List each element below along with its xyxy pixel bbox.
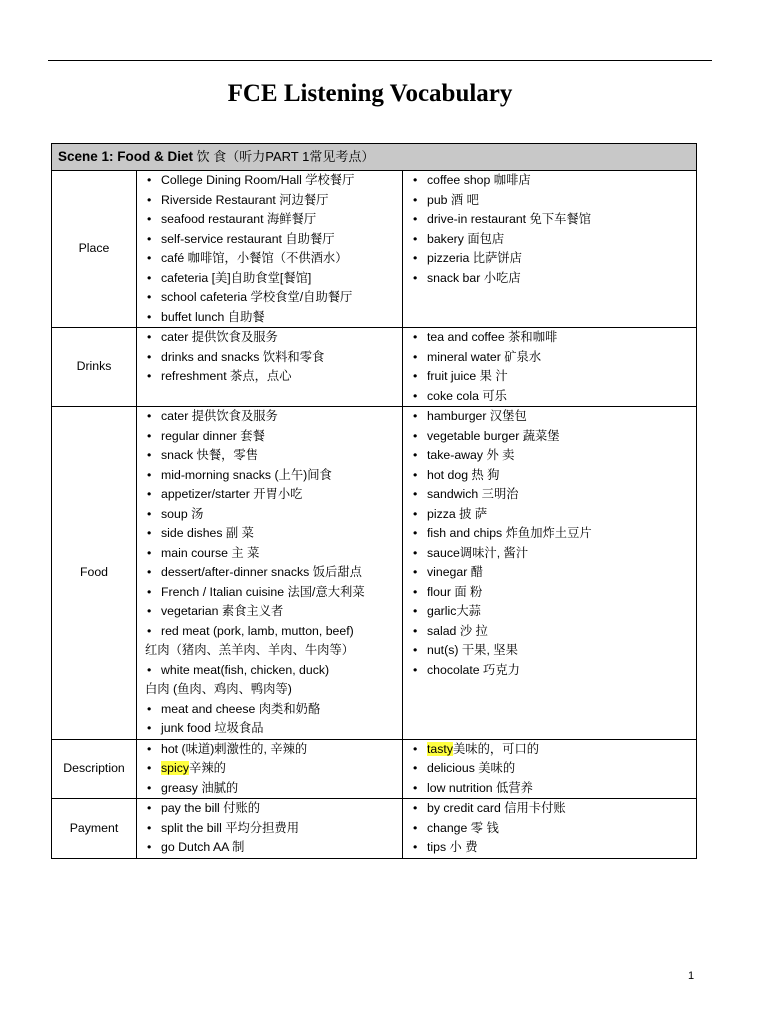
scene-header-row [52,144,697,171]
list-item: • red meat (pork, lamb, mutton, beef) [145,622,402,642]
term-meaning: 美味的，可口的 [452,741,540,756]
list-item: • vegetarian 素食主义者 [145,602,402,622]
list-item: • mid-morning snacks (上午)间食 [145,466,402,486]
list-item: • school cafeteria 学校食堂/自助餐厅 [145,288,402,308]
list-item: • sandwich 三明治 [411,485,696,505]
right-items-cell [403,739,697,799]
list-item: • take-away 外 卖 [411,446,696,466]
list-item: • coffee shop 咖啡店 [411,171,696,191]
list-item: • cafeteria [美]自助食堂[餐馆] [145,269,402,289]
list-item: • regular dinner 套餐 [145,427,402,447]
category-cell: Description [52,739,137,799]
list-item: • go Dutch AA 制 [145,838,402,858]
list-item: • delicious 美味的 [411,759,696,779]
category-cell: Food [52,407,137,740]
category-cell: Payment [52,799,137,859]
left-items-cell [137,739,403,799]
left-items-cell [137,328,403,407]
list-item: • by credit card 信用卡付账 [411,799,696,819]
category-cell: Drinks [52,328,137,407]
right-items-cell [403,171,697,328]
document-title: FCE Listening Vocabulary [227,80,513,107]
list-item: • fruit juice 果 汁 [411,367,696,387]
list-item: • pizzeria 比萨饼店 [411,249,696,269]
list-item: • tips 小 费 [411,838,696,858]
table-row-description [52,739,697,799]
highlighted-term: tasty [427,741,453,756]
list-item: • drive-in restaurant 免下车餐馆 [411,210,696,230]
list-item: • café 咖啡馆，小餐馆（不供酒水） [145,249,402,269]
list-item: • College Dining Room/Hall 学校餐厅 [145,171,402,191]
list-item: • cater 提供饮食及服务 [145,328,402,348]
list-item: • side dishes 副 菜 [145,524,402,544]
table-row-place [52,171,697,328]
page-number: 1 [688,970,695,982]
list-item: • junk food 垃圾食品 [145,719,402,739]
list-item: • pizza 披 萨 [411,505,696,525]
list-item: • bakery 面包店 [411,230,696,250]
list-item: • self-service restaurant 自助餐厅 [145,230,402,250]
table-row-food [52,407,697,740]
list-item [145,759,402,779]
scene-label: Scene 1: Food & Diet [58,149,194,165]
list-item: • salad 沙 拉 [411,622,696,642]
list-item: • cater 提供饮食及服务 [145,407,402,427]
list-item: • low nutrition 低营养 [411,779,696,799]
list-item: • change 零 钱 [411,819,696,839]
list-item: • hot (味道)剌激性的, 辛辣的 [145,740,402,760]
right-items-cell [403,799,697,859]
list-item: • greasy 油腻的 [145,779,402,799]
top-rule [48,60,712,61]
list-item: • coke cola 可乐 [411,387,696,407]
list-item: • meat and cheese 肉类和奶酪 [145,700,402,720]
list-item: • mineral water 矿泉水 [411,348,696,368]
list-item: • snack bar 小吃店 [411,269,696,289]
right-items-cell [403,328,697,407]
highlighted-term: spicy [161,761,190,775]
list-item: • chocolate 巧克力 [411,661,696,681]
list-item: • vinegar 醋 [411,563,696,583]
list-item: • sauce调味汁, 酱汁 [411,544,696,564]
vocabulary-table [51,143,697,859]
list-item: • flour 面 粉 [411,583,696,603]
list-item: • vegetable burger 蔬菜堡 [411,427,696,447]
list-item: • white meat(fish, chicken, duck) [145,661,402,681]
left-items-cell [137,407,403,740]
list-item-continuation: 白肉 (鱼肉、鸡肉、鸭肉等) [145,682,292,696]
list-item: • refreshment 茶点，点心 [145,367,402,387]
list-item: • soup 汤 [145,505,402,525]
list-item: • snack 快餐，零售 [145,446,402,466]
list-item: • pub 酒 吧 [411,191,696,211]
list-item: • tea and coffee 茶和咖啡 [411,328,696,348]
list-item: • Riverside Restaurant 河边餐厅 [145,191,402,211]
list-item: • French / Italian cuisine 法国/意大利菜 [145,583,402,603]
right-items-cell [403,407,697,740]
list-item [411,740,696,760]
list-item: • drinks and snacks 饮料和零食 [145,348,402,368]
list-item: • main course 主 菜 [145,544,402,564]
list-item: • dessert/after-dinner snacks 饭后甜点 [145,563,402,583]
list-item: • nut(s) 干果, 坚果 [411,641,696,661]
list-item: • hamburger 汉堡包 [411,407,696,427]
list-item-continuation: 红肉（猪肉、羔羊肉、羊肉、牛肉等） [145,643,355,657]
term-meaning: 辛辣的 [189,761,226,775]
left-items-cell [137,171,403,328]
list-item: • split the bill 平均分担费用 [145,819,402,839]
list-item: • garlic大蒜 [411,602,696,622]
list-item: • appetizer/starter 开胃小吃 [145,485,402,505]
category-cell: Place [52,171,137,328]
left-items-cell [137,799,403,859]
table-row-payment [52,799,697,859]
list-item: • hot dog 热 狗 [411,466,696,486]
scene-chinese-label: 饮 食（听力PART 1常见考点） [196,149,375,165]
list-item: • pay the bill 付账的 [145,799,402,819]
scene-header [52,144,697,171]
list-item: • seafood restaurant 海鲜餐厅 [145,210,402,230]
table-row-drinks [52,328,697,407]
list-item: • buffet lunch 自助餐 [145,308,402,328]
list-item: • fish and chips 炸鱼加炸土豆片 [411,524,696,544]
